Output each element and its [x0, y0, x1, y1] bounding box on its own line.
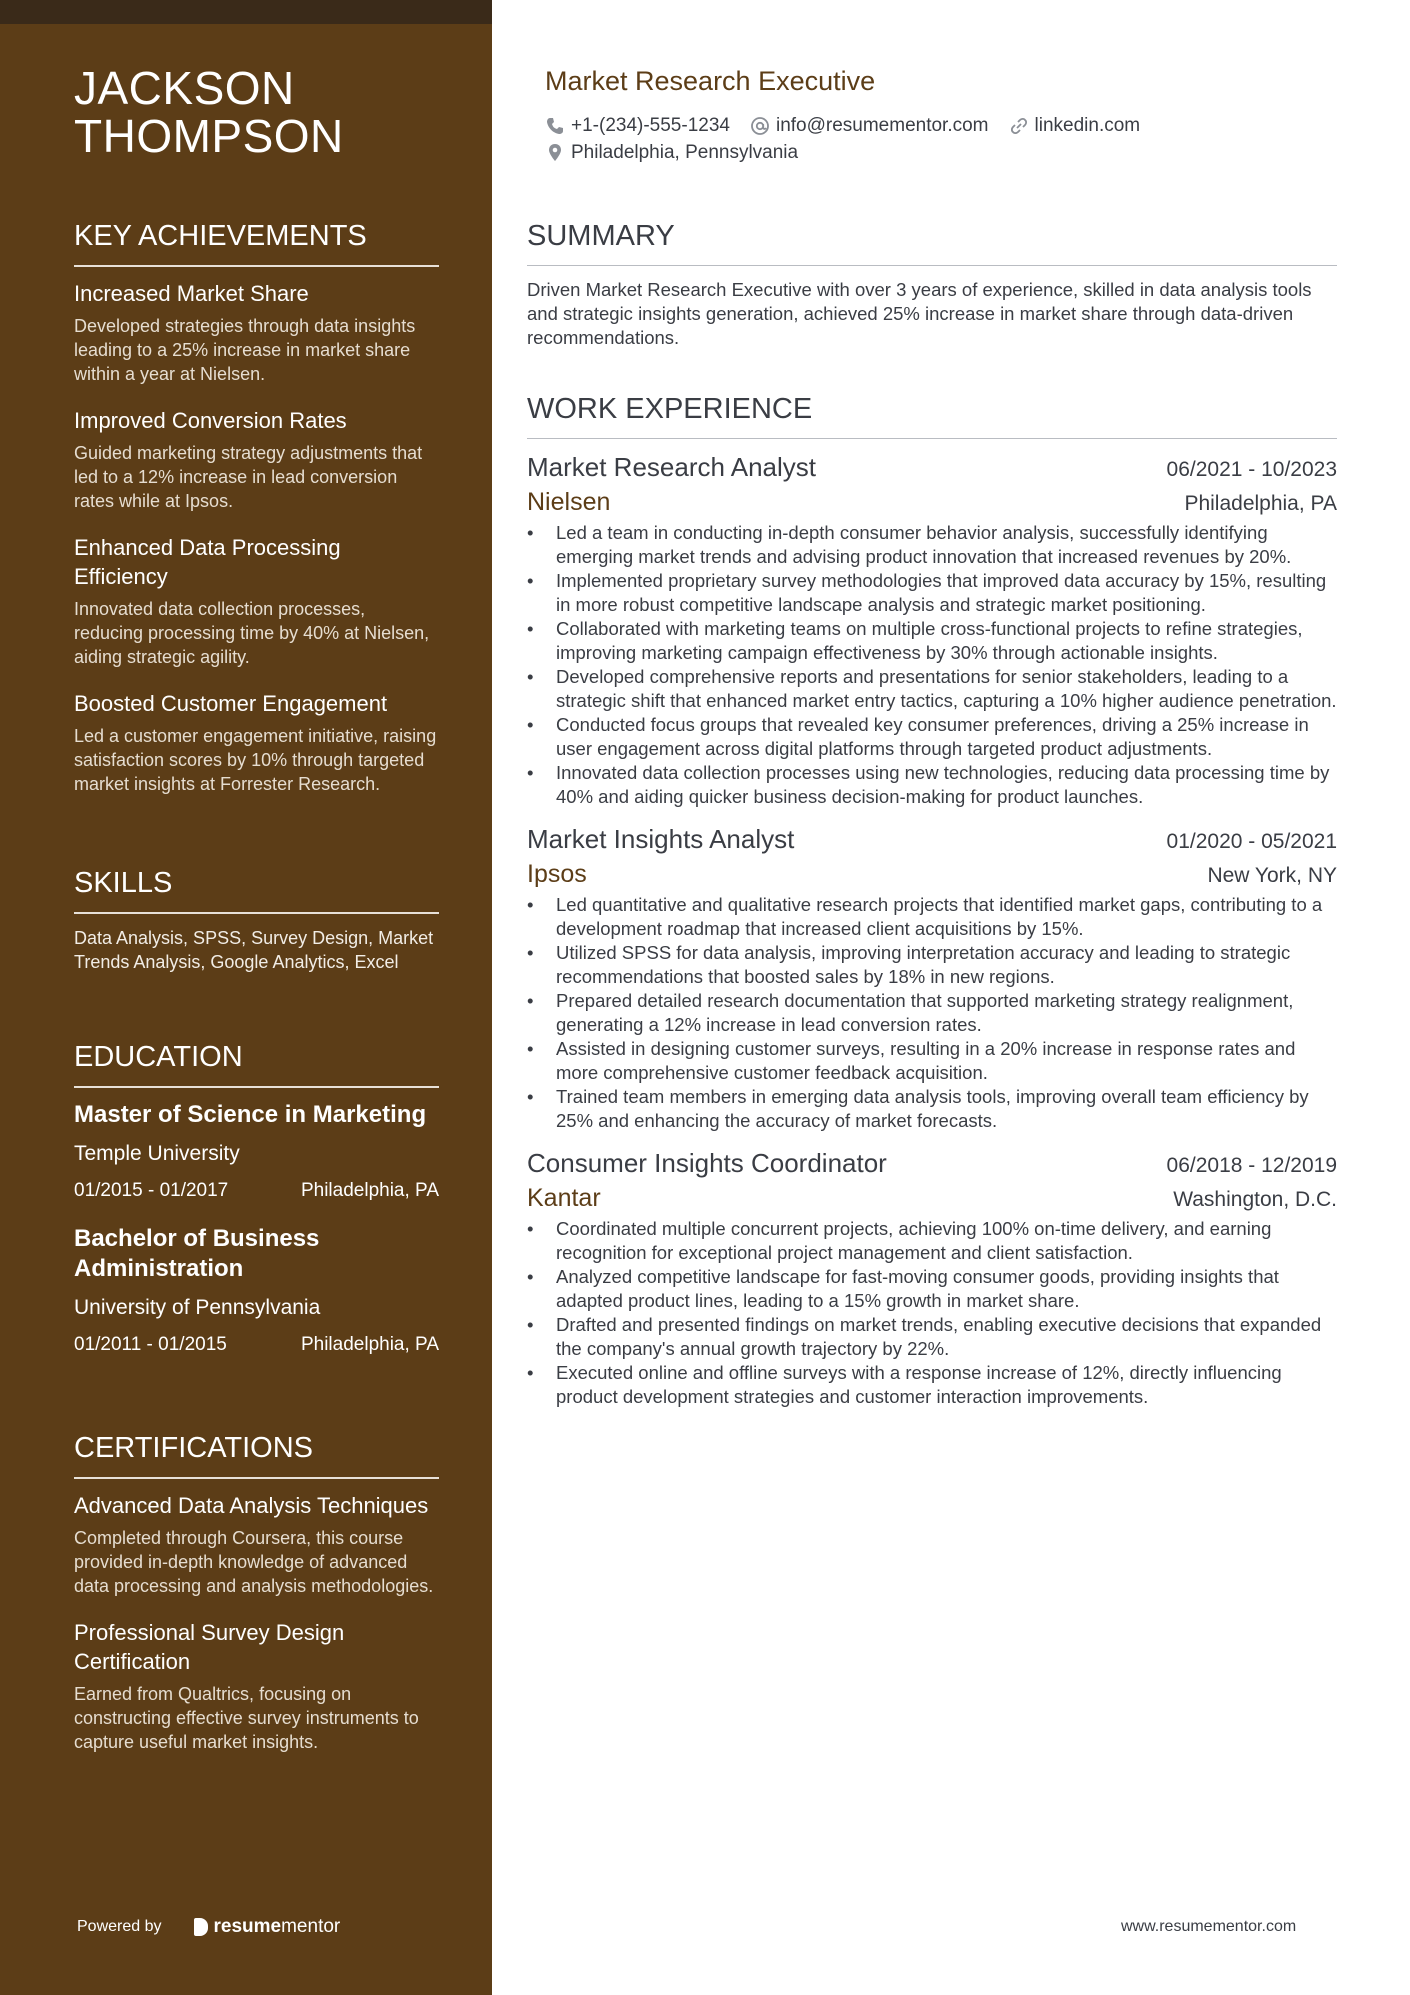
name-first: JACKSON	[74, 62, 295, 114]
job-location: Philadelphia, PA	[1184, 492, 1337, 515]
job-entry	[527, 1147, 1337, 1409]
experience-heading: WORK EXPERIENCE	[527, 392, 1337, 439]
education-section	[74, 1040, 439, 1378]
job-entry	[527, 451, 1337, 809]
summary-section	[527, 219, 1337, 350]
at-icon	[750, 116, 770, 136]
job-bullet: • Drafted and presented findings on market trends, enabling executive decisions that expanded the company's annual growth trajectory by 22%.	[527, 1313, 1337, 1361]
sidebar	[0, 0, 492, 1995]
job-bullet: • Conducted focus groups that revealed key consumer preferences, driving a 25% increase in user engagement across digital platforms through targeted product adjustments.	[527, 713, 1337, 761]
job-bullet: • Led a team in conducting in-depth consumer behavior analysis, successfully identifying emerging market trends and advising product innovation that increased revenues by 20%.	[527, 521, 1337, 569]
achievement-item	[74, 279, 439, 386]
job-dates: 06/2018 - 12/2019	[1166, 1154, 1337, 1177]
name-last: THOMPSON	[74, 110, 344, 162]
job-location: Washington, D.C.	[1173, 1188, 1337, 1211]
certifications-section	[74, 1431, 439, 1774]
skills-heading: SKILLS	[74, 866, 439, 914]
job-bullet: • Collaborated with marketing teams on multiple cross-functional projects to refine strategies, improving marketing campaign effectiveness by 30% through actionable insights.	[527, 617, 1337, 665]
job-company: Nielsen	[527, 488, 611, 516]
education-degree: Master of Science in Marketing	[74, 1101, 427, 1128]
education-degree: Bachelor of Business Administration	[74, 1225, 320, 1282]
job-bullet: • Utilized SPSS for data analysis, improving interpretation accuracy and leading to strategic recommendations that boosted sales by 18% in new regions.	[527, 941, 1337, 989]
job-title: Consumer Insights Coordinator	[527, 1148, 887, 1178]
powered-by	[77, 1916, 340, 1938]
achievement-item	[74, 533, 439, 669]
job-headline: Market Research Executive	[545, 66, 876, 96]
education-school: Temple University	[74, 1142, 240, 1165]
brand-mark-icon	[194, 1918, 208, 1936]
contact-email[interactable]	[750, 115, 989, 137]
summary-text: Driven Market Research Executive with over 3 years of experience, skilled in data analysis tools and strategic insights generation, achieved 25% increase in market share through data-driven recommendations.	[527, 279, 1312, 348]
location-text: Philadelphia, Pennsylvania	[571, 141, 799, 163]
phone-text: +1-(234)-555-1234	[571, 114, 730, 136]
job-bullets	[527, 1217, 1337, 1409]
achievement-item	[74, 406, 439, 513]
contact-info	[545, 112, 1160, 166]
achievement-title: Boosted Customer Engagement	[74, 691, 388, 716]
education-item	[74, 1224, 439, 1358]
email-text: info@resumementor.com	[775, 114, 989, 136]
job-bullets	[527, 893, 1337, 1133]
job-bullet: • Led quantitative and qualitative research projects that identified market gaps, contributing to a development roadmap that increased client acquisitions by 15%.	[527, 893, 1337, 941]
linkedin-text: linkedin.com	[1034, 114, 1141, 136]
education-location: Philadelphia, PA	[300, 1334, 439, 1355]
job-title: Market Research Analyst	[527, 452, 817, 482]
achievement-desc: Guided marketing strategy adjustments that led to a 12% increase in lead conversion rates while at Ipsos.	[74, 443, 423, 511]
link-icon	[1009, 116, 1029, 136]
job-dates: 06/2021 - 10/2023	[1166, 458, 1337, 481]
education-location: Philadelphia, PA	[300, 1180, 439, 1201]
achievements-section	[74, 219, 439, 816]
job-bullet: • Innovated data collection processes using new technologies, reducing data processing time by 40% and aiding quicker business decision-making for product launches.	[527, 761, 1337, 809]
achievements-heading: KEY ACHIEVEMENTS	[74, 219, 439, 267]
job-bullet: • Assisted in designing customer surveys, resulting in a 20% increase in response rates and more comprehensive customer feedback acquisition.	[527, 1037, 1337, 1085]
achievement-title: Improved Conversion Rates	[74, 408, 347, 433]
education-dates: 01/2011 - 01/2015	[74, 1334, 227, 1355]
education-dates: 01/2015 - 01/2017	[74, 1180, 229, 1201]
job-bullet: • Developed comprehensive reports and presentations for senior stakeholders, leading to a strategic shift that enhanced market entry tactics, capturing a 10% higher audience penetration.	[527, 665, 1337, 713]
powered-by-label: Powered by	[77, 1918, 162, 1935]
certification-title: Advanced Data Analysis Techniques	[74, 1493, 429, 1518]
contact-linkedin[interactable]	[1009, 115, 1141, 137]
website-link[interactable]: www.resumementor.com	[1121, 1918, 1297, 1935]
certification-title: Professional Survey Design Certification	[74, 1620, 345, 1674]
experience-section	[527, 392, 1337, 1423]
sidebar-top-bar	[0, 0, 492, 24]
job-entry	[527, 823, 1337, 1133]
certification-desc: Completed through Coursera, this course provided in-depth knowledge of advanced data processing and analysis methodologies.	[74, 1528, 434, 1596]
job-title: Market Insights Analyst	[527, 824, 795, 854]
job-company: Ipsos	[527, 860, 587, 888]
summary-heading: SUMMARY	[527, 219, 1337, 266]
job-bullet: • Executed online and offline surveys with a response increase of 12%, directly influencing product development strategies and customer interaction improvements.	[527, 1361, 1337, 1409]
contact-location	[545, 142, 798, 164]
brand-name-light: mentor	[281, 1916, 341, 1937]
achievement-desc: Innovated data collection processes, reducing processing time by 40% at Nielsen, aiding strategic agility.	[74, 599, 430, 667]
phone-icon	[545, 116, 565, 136]
skills-list: Data Analysis, SPSS, Survey Design, Market Trends Analysis, Google Analytics, Excel	[74, 928, 434, 972]
achievement-desc: Led a customer engagement initiative, raising satisfaction scores by 10% through targeted market insights at Forrester Research.	[74, 726, 437, 794]
candidate-name	[74, 64, 344, 160]
certification-desc: Earned from Qualtrics, focusing on constructing effective survey instruments to capture useful market insights.	[74, 1684, 419, 1752]
certifications-heading: CERTIFICATIONS	[74, 1431, 439, 1479]
education-school: University of Pennsylvania	[74, 1296, 321, 1319]
job-company: Kantar	[527, 1184, 601, 1212]
job-bullet: • Trained team members in emerging data analysis tools, improving overall team efficiency by 25% and enhancing the accuracy of market forecasts.	[527, 1085, 1337, 1133]
job-bullet: • Coordinated multiple concurrent projects, achieving 100% on-time delivery, and earning recognition for exceptional project management and client satisfaction.	[527, 1217, 1337, 1265]
brand-logo[interactable]	[194, 1916, 341, 1938]
achievement-title: Increased Market Share	[74, 281, 309, 306]
skills-section	[74, 866, 439, 974]
education-item	[74, 1100, 439, 1204]
brand-name-bold: resume	[213, 1916, 282, 1937]
contact-phone[interactable]	[545, 115, 730, 137]
job-bullet: • Implemented proprietary survey methodologies that improved data accuracy by 15%, resulting in more robust competitive landscape analysis and strategic market positioning.	[527, 569, 1337, 617]
job-dates: 01/2020 - 05/2021	[1166, 830, 1337, 853]
achievement-desc: Developed strategies through data insights leading to a 25% increase in market share within a year at Nielsen.	[74, 316, 416, 384]
achievement-item	[74, 689, 439, 796]
job-bullets	[527, 521, 1337, 809]
job-bullet: • Analyzed competitive landscape for fast-moving consumer goods, providing insights that adapted product lines, leading to a 15% growth in market share.	[527, 1265, 1337, 1313]
job-bullet: • Prepared detailed research documentation that supported marketing strategy realignment, generating a 12% increase in lead conversion rates.	[527, 989, 1337, 1037]
location-pin-icon	[545, 143, 565, 163]
education-heading: EDUCATION	[74, 1040, 439, 1088]
certification-item	[74, 1491, 439, 1598]
job-location: New York, NY	[1207, 864, 1337, 887]
certification-item	[74, 1618, 439, 1754]
achievement-title: Enhanced Data Processing Efficiency	[74, 535, 341, 589]
